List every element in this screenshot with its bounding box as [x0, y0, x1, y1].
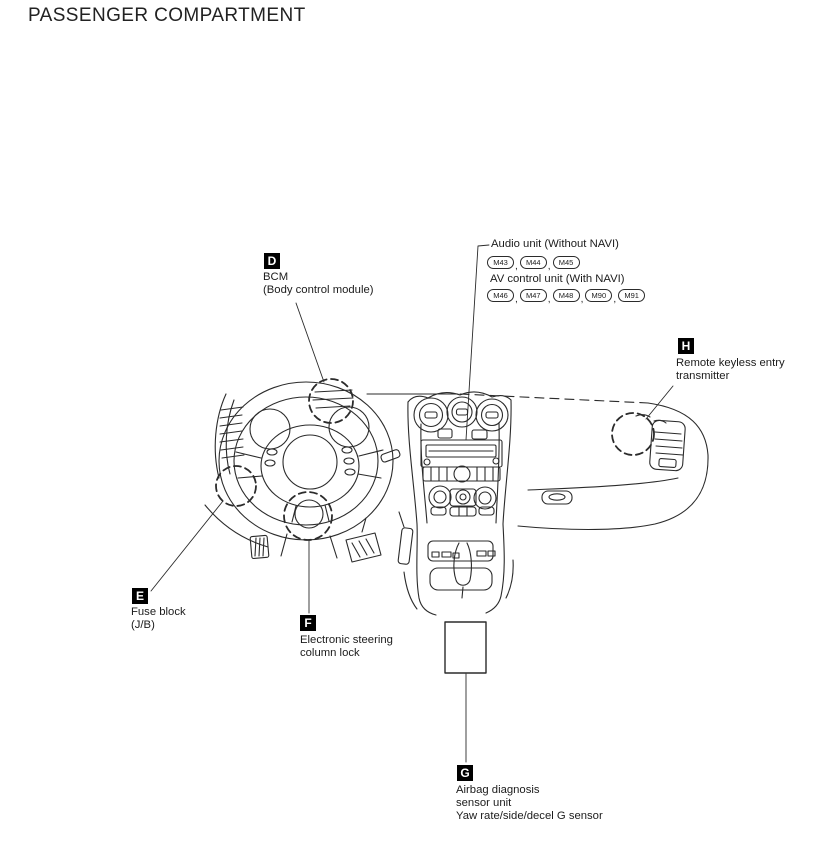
callout-g-label: [456, 784, 603, 823]
connector-oval: M43: [487, 256, 514, 269]
callout-badge-d: D: [264, 253, 280, 269]
callout-d-line-2: (Body control module): [263, 284, 374, 296]
callout-f-line-1: Electronic steering: [300, 634, 393, 646]
audio-unit-label: Audio unit (Without NAVI): [491, 238, 619, 250]
connector-oval: M48: [553, 289, 580, 302]
callout-f-label: [300, 634, 393, 660]
callout-badge-f: F: [300, 615, 316, 631]
callout-e-line-2: (J/B): [131, 619, 155, 631]
dash-top-edge: [367, 394, 648, 403]
connector-oval: M45: [553, 256, 580, 269]
av-control-unit-label: AV control unit (With NAVI): [490, 273, 625, 285]
callout-badge-h: H: [678, 338, 694, 354]
leader-line-d: [296, 303, 324, 382]
location-marker-f: [284, 492, 332, 540]
audio-unit-connectors: [487, 256, 580, 272]
location-marker-h: [612, 413, 654, 455]
connector-oval: M90: [585, 289, 612, 302]
leader-line-h: [646, 386, 673, 419]
climate-controls: [429, 486, 496, 516]
callout-badge-g: G: [457, 765, 473, 781]
leader-line-audio: [466, 245, 489, 440]
callout-g-line-2: sensor unit: [456, 797, 512, 809]
callout-g-line-3: Yaw rate/side/decel G sensor: [456, 810, 603, 822]
callout-g-line-1: Airbag diagnosis: [456, 784, 540, 796]
callout-badge-e: E: [132, 588, 148, 604]
page-title: PASSENGER COMPARTMENT: [28, 5, 306, 26]
connector-oval: M44: [520, 256, 547, 269]
comma-separator: ,: [515, 294, 518, 305]
sensor-unit-box: [445, 622, 486, 673]
connector-oval: M46: [487, 289, 514, 302]
callout-f-line-2: column lock: [300, 647, 360, 659]
callout-e-label: [131, 606, 186, 632]
callout-d-line-1: BCM: [263, 271, 289, 283]
right-dash-vent: [649, 420, 685, 471]
callout-h-line-1: Remote keyless entry: [676, 357, 785, 369]
comma-separator: ,: [547, 294, 551, 305]
av-control-unit-connectors: [487, 289, 645, 305]
comma-separator: ,: [547, 261, 551, 272]
callout-h-label: [676, 357, 785, 383]
comma-separator: ,: [515, 261, 518, 272]
shifter-console: [404, 524, 513, 615]
connector-oval: M47: [520, 289, 547, 302]
steering-wheel: [219, 382, 393, 558]
audio-head-unit: [421, 440, 502, 482]
callout-e-line-1: Fuse block: [131, 606, 186, 618]
comma-separator: ,: [580, 294, 584, 305]
connector-oval: M91: [618, 289, 645, 302]
comma-separator: ,: [613, 294, 617, 305]
leader-line-e: [151, 501, 223, 591]
callout-h-line-2: transmitter: [676, 370, 730, 382]
location-marker-e: [216, 466, 256, 506]
callout-d-label: [263, 271, 374, 297]
column-stalk: [380, 449, 401, 463]
